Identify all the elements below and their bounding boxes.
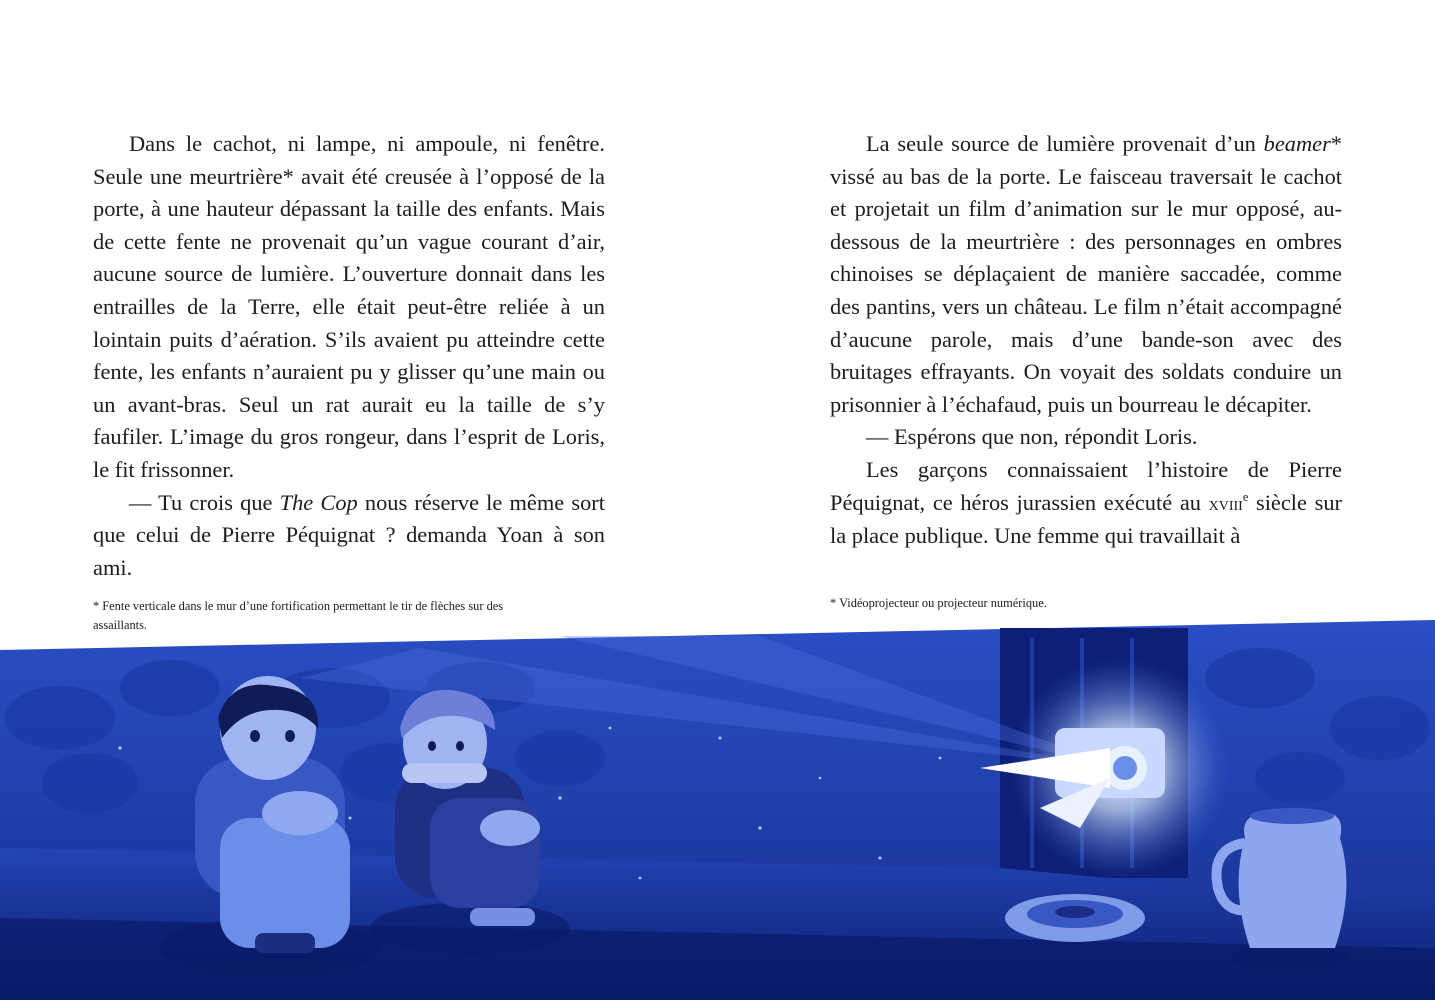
right-p3-start: Les garçons connaissaient l’histoire de Pierre Péquignat, ce héros jurassien exécuté au [830, 456, 1342, 515]
right-footnote: * Vidéoprojecteur ou projecteur numérique. [830, 596, 1047, 610]
right-p1-word: beamer [1263, 131, 1331, 156]
right-paragraph-1 [830, 128, 1342, 421]
century-sup: e [1242, 489, 1249, 504]
left-p2-title: The Cop [279, 489, 358, 515]
dungeon-illustration [0, 618, 1435, 1000]
left-p2-start: — Tu crois que [129, 489, 280, 515]
right-text-column [830, 128, 1342, 553]
right-p1-start: La seule source de lumière provenait d’un [866, 131, 1264, 156]
left-text-column [93, 128, 605, 584]
left-paragraph-1: Dans le cachot, ni lampe, ni ampoule, ni fenêtre. Seule une meurtrière* avait été creusée à l’opposé de la porte, à une hauteur dépassant la taille des enfants. Mais de cette fente ne provenait qu’un vague courant d’air, aucune source de lumière. L’ouverture donnait dans les entrailles de la Terre, elle était peut-être reliée à un lointain puits d’aération. S’ils avaient pu atteindre cette fente, les enfants n’auraient pu y glisser qu’une main ou un avant-bras. Seul un rat aurait eu la taille de s’y faufiler. L’image du gros rongeur, dans l’esprit de Loris, le fit frissonner. [93, 131, 605, 482]
left-footnote: * Fente verticale dans le mur d’une fortification permettant le tir de flèches sur des assaillants. [93, 599, 504, 632]
century-numeral: xviii [1208, 492, 1243, 515]
bowl [1005, 894, 1145, 942]
right-p3-end: siècle sur la place publique. Une femme qui travaillait à [830, 489, 1343, 549]
right-paragraph-2: — Espérons que non, répondit Loris. [866, 424, 1198, 450]
left-p2-end: nous réserve le même sort que celui de Pierre Péquignat ? demanda Yoan à son ami. [93, 489, 605, 580]
right-p1-end: * vissé au bas de la porte. Le faisceau traversait le cachot et projetait un film d’animation sur le mur opposé, au-dessous de la meurtrière : des personnages en ombres chinoises se déplaçaient de manière saccadée, comme des pantins, vers un château. Le film n’était accompagné d’aucune parole, mais d’une bande-son avec des bruitages effrayants. On voyait des soldats conduire un prisonnier à l’échafaud, puis un bourreau le décapiter. [830, 131, 1342, 417]
right-paragraph-3 [830, 454, 1342, 553]
left-paragraph-2 [93, 487, 605, 585]
